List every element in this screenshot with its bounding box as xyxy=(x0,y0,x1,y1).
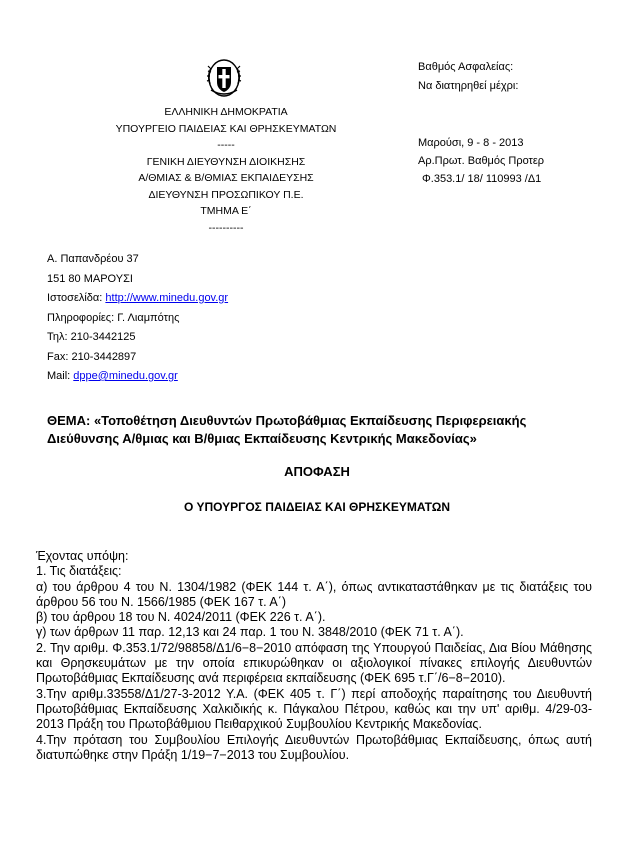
keep-until-label: Να διατηρηθεί μέχρι: xyxy=(418,80,519,92)
body-paragraph: α) του άρθρου 4 του Ν. 1304/1982 (ΦΕΚ 144 τ. Α΄), όπως αντικαταστάθηκαν με τις διατάξεις του άρθρου 56 του Ν. 1566/1985 (ΦΕΚ 167 τ. Α΄) xyxy=(36,579,592,609)
contact-phone: Τηλ: 210-3442125 xyxy=(47,331,136,343)
security-block xyxy=(418,58,518,96)
contact-address: Α. Παπανδρέου 37 xyxy=(47,253,139,265)
contact-website-row xyxy=(47,289,228,309)
contact-block xyxy=(47,250,228,387)
header-separator: ----- xyxy=(217,139,235,151)
body-paragraph: γ) των άρθρων 11 παρ. 12,13 και 24 παρ. 1 του Ν. 3848/2010 (ΦΕΚ 71 τ. Α΄). xyxy=(36,625,464,640)
place-date: Μαρούσι, 9 - 8 - 2013 xyxy=(418,137,524,149)
mail-label: Mail: xyxy=(47,370,74,382)
reference-block xyxy=(418,134,544,188)
ministry-header xyxy=(70,104,382,236)
body-paragraph: β) του άρθρου 18 του Ν. 4024/2011 (ΦΕΚ 226 τ. Α΄). xyxy=(36,610,326,625)
body-paragraph: 3.Την αριθμ.33558/Δ1/27-3-2012 Υ.Α. (ΦΕΚ 405 τ. Γ΄) περί αποδοχής παραίτησης του Διευθυντή Πρωτοβάθμιας Εκπαίδευσης Χαλκιδικής κ. Πάγκαλου Πέτρου, καθώς και την υπ' αριθμ. 4/29-03-2013 Πράξη του Πρωτοβάθμιου Πειθαρχικού Συμβουλίου Κεντρικής Μακεδονίας. xyxy=(36,686,592,732)
header-ministry: ΥΠΟΥΡΓΕΙΟ ΠΑΙΔΕΙΑΣ ΚΑΙ ΘΡΗΣΚΕΥΜΑΤΩΝ xyxy=(115,122,337,135)
header-personnel-directorate: ΔΙΕΥΘΥΝΣΗ ΠΡΟΣΩΠΙΚΟΥ Π.Ε. xyxy=(148,188,304,201)
header-republic: ΕΛΛΗΝΙΚΗ ΔΗΜΟΚΡΑΤΙΑ xyxy=(164,106,288,118)
header-department: ΤΜΗΜΑ Ε΄ xyxy=(200,205,252,217)
body-paragraph: 2. Την αριθμ. Φ.353.1/72/98858/Δ1/6−8−2010 απόφαση της Υπουργού Παιδείας, Δια Βίου Μάθησης και Θρησκευμάτων με την οποία επικυρώθηκαν οι αξιολογικοί πίνακες επιλογής Διευθυντών Πρωτοβάθμιας Εκπαίδευσης ανά περιφέρεια εκπαίδευσης (ΦΕΚ 695 τ.Γ΄/6−8−2010). xyxy=(36,640,592,686)
contact-mail-row xyxy=(47,367,228,387)
contact-fax: Fax: 210-3442897 xyxy=(47,350,137,363)
document-subject: ΘΕΜΑ: «Τοποθέτηση Διευθυντών Πρωτοβάθμιας Εκπαίδευσης Περιφερειακής Διεύθυνσης Α/θμιας και Β/θμιας Εκπαίδευσης Κεντρικής Μακεδονίας» xyxy=(47,413,527,446)
protocol-label: Αρ.Πρωτ. Βαθμός Προτερ xyxy=(418,155,545,167)
header-education-levels: Α/ΘΜΙΑΣ & Β/ΘΜΙΑΣ ΕΚΠΑΙΔΕΥΣΗΣ xyxy=(138,172,314,184)
body-paragraph: Έχοντας υπόψη: xyxy=(36,549,129,563)
greek-emblem-icon xyxy=(201,54,247,100)
header-separator-long: ---------- xyxy=(208,221,244,234)
contact-postal: 151 80 ΜΑΡΟΥΣΙ xyxy=(47,272,133,285)
body-paragraph: 4.Την πρόταση του Συμβουλίου Επιλογής Διευθυντών Πρωτοβάθμιας Εκπαίδευσης, όπως αυτή διατυπώθηκε στην Πράξη 1/19−7−2013 του Συμβουλίου. xyxy=(36,732,592,762)
mail-link[interactable]: dppe@minedu.gov.gr xyxy=(73,370,178,382)
decision-title: ΑΠΟΦΑΣΗ xyxy=(284,464,350,479)
header-general-directorate: ΓΕΝΙΚΗ ΔΙΕΥΘΥΝΣΗ ΔΙΟΙΚΗΣΗΣ xyxy=(146,155,306,168)
body-paragraph: 1. Τις διατάξεις: xyxy=(36,564,122,579)
document-body xyxy=(36,549,592,763)
contact-info: Πληροφορίες: Γ. Λιαμπότης xyxy=(47,311,180,324)
website-link[interactable]: http://www.minedu.gov.gr xyxy=(105,292,229,304)
website-label: Ιστοσελίδα: xyxy=(47,292,106,304)
protocol-number: Φ.353.1/ 18/ 110993 /Δ1 xyxy=(422,173,542,185)
security-level-label: Βαθμός Ασφαλείας: xyxy=(418,61,514,73)
minister-heading: Ο ΥΠΟΥΡΓΟΣ ΠΑΙΔΕΙΑΣ ΚΑΙ ΘΡΗΣΚΕΥΜΑΤΩΝ xyxy=(184,500,450,514)
